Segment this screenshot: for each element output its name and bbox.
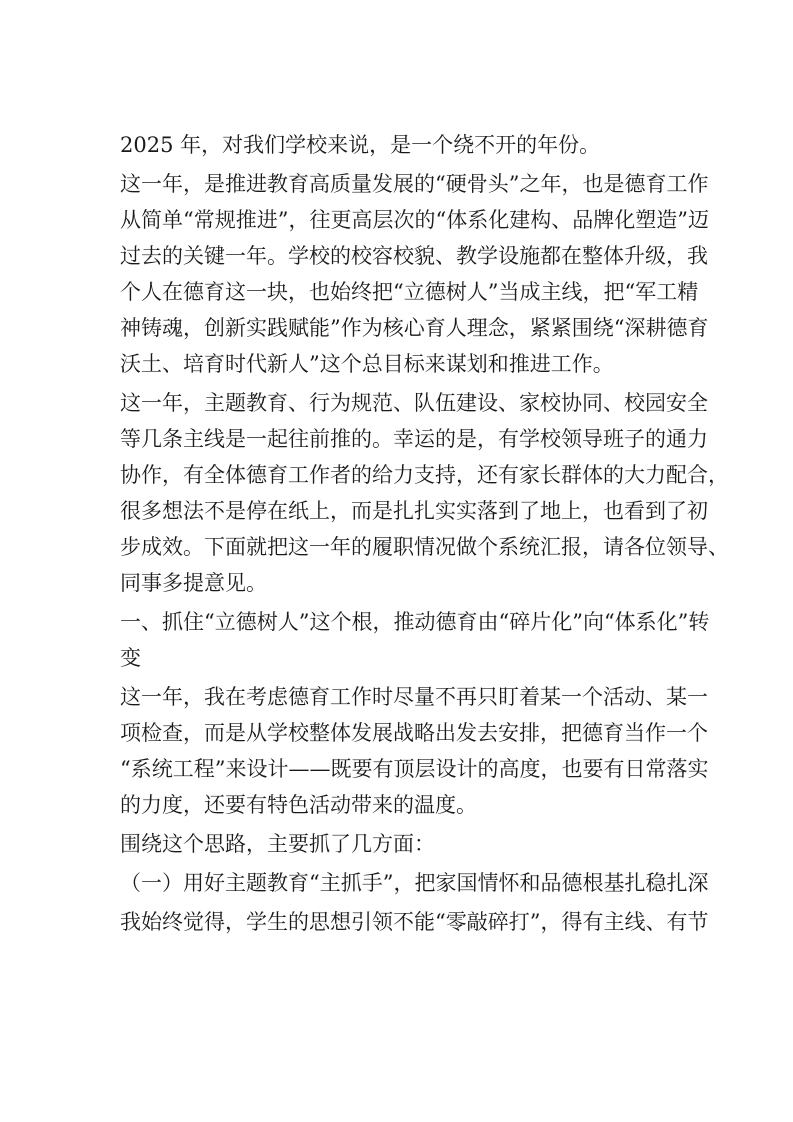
paragraph — [120, 826, 676, 862]
text-line: 的力度，还要有特色活动带来的温度。 — [120, 793, 477, 817]
text-line: 沃土、培育时代新人”这个总目标来谋划和推进工作。 — [120, 352, 614, 376]
document-body — [120, 127, 729, 943]
paragraph — [120, 904, 709, 940]
text-line: 这一年，是推进教育高质量发展的“硬骨头”之年，也是德育工作 — [120, 172, 709, 196]
text-line: 这一年，我在考虑德育工作时尽量不再只盯着某一个活动、某一 — [120, 685, 708, 709]
paragraph — [120, 679, 709, 823]
paragraph — [120, 385, 729, 601]
text-line: 项检查，而是从学校整体发展战略出发去安排，把德育当作一个 — [120, 721, 708, 745]
text-line: “系统工程”来设计——既要有顶层设计的高度，也要有日常落实 — [120, 757, 709, 781]
section-heading — [120, 604, 710, 676]
text-line: 过去的关键一年。学校的校容校貌、教学设施都在整体升级，我 — [120, 244, 708, 268]
text-line: 我始终觉得，学生的思想引领不能“零敲碎打”，得有主线、有节 — [120, 910, 709, 934]
text-line: （一）用好主题教育“主抓手”，把家国情怀和品德根基扎稳扎深 — [120, 871, 709, 895]
text-line: 变 — [120, 646, 141, 670]
paragraph — [120, 127, 676, 163]
subsection-heading — [120, 865, 709, 901]
text-line: 围绕这个思路，主要抓了几方面： — [120, 832, 435, 856]
text-line: 等几条主线是一起往前推的。幸运的是，有学校领导班子的通力 — [120, 427, 708, 451]
paragraph — [120, 166, 709, 382]
text-line: 这一年，主题教育、行为规范、队伍建设、家校协同、校园安全 — [120, 391, 708, 415]
text-line: 2025 年，对我们学校来说，是一个绕不开的年份。 — [120, 133, 601, 157]
text-line: 神铸魂，创新实践赋能”作为核心育人理念，紧紧围绕“深耕德育 — [120, 316, 709, 340]
text-line: 同事多提意见。 — [120, 571, 267, 595]
text-line: 一、抓住“立德树人”这个根，推动德育由“碎片化”向“体系化”转 — [120, 610, 710, 634]
text-line: 很多想法不是停在纸上，而是扎扎实实落到了地上，也看到了初 — [120, 499, 708, 523]
text-line: 个人在德育这一块，也始终把“立德树人”当成主线，把“军工精 — [120, 280, 699, 304]
text-line: 从简单“常规推进”，往更高层次的“体系化建构、品牌化塑造”迈 — [120, 208, 709, 232]
text-line: 协作，有全体德育工作者的给力支持，还有家长群体的大力配合， — [120, 463, 729, 487]
text-line: 步成效。下面就把这一年的履职情况做个系统汇报，请各位领导、 — [120, 535, 729, 559]
